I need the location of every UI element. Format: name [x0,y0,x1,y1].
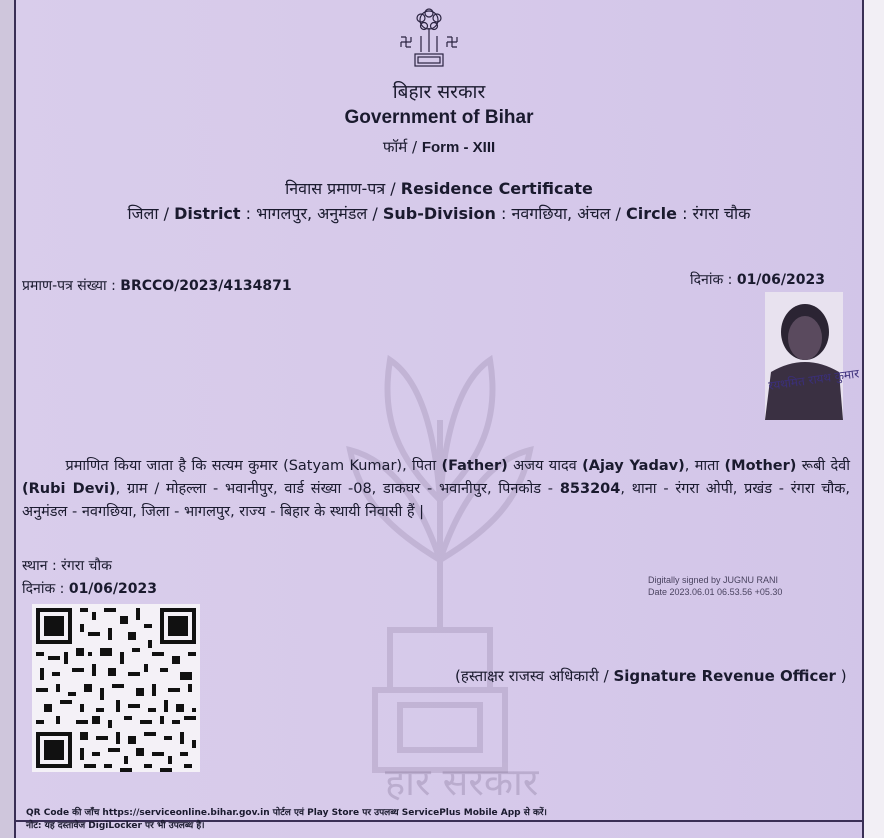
signature-close-paren: ) [840,667,847,685]
father-name-hindi: अजय यादव [513,458,577,474]
form-number [16,137,862,157]
officer-signature-line [455,666,847,686]
father-name-english: (Ajay Yadav) [582,458,685,474]
father-label: (Father) [441,458,508,474]
digital-signature-signer: Digitally signed by JUGNU RANI [648,575,779,585]
state-name-english: Government of Bihar [344,107,534,128]
mother-name-hindi: रूबी देवी [801,458,850,474]
place-date-label: दिनांक : [22,581,65,597]
address-text: , ग्राम / मोहल्ला - भवानीपुर, वार्ड संख्या -08, डाकघर - भवानीपुर, पिनकोड - [115,481,554,497]
bihar-emblem-icon [391,6,467,78]
body-text-4: , माता [684,458,720,474]
signature-label-hindi: (हस्ताक्षर राजस्व अधिकारी / [455,667,609,685]
mother-label: (Mother) [724,458,797,474]
qr-code-icon[interactable] [32,604,200,772]
place-label: स्थान : [22,558,57,574]
applicant-photo [765,292,860,420]
circle-value: : रंगरा चौक [682,204,751,223]
district-label-english: District [174,204,241,223]
bodhi-tree-watermark-icon [320,300,560,820]
applicant-name-english: (Satyam Kumar) [283,458,403,474]
form-label-hindi: फॉर्म / [382,138,418,156]
photo-signature-text: रयथमित रायथ कुमार [767,366,860,393]
mother-name-english: (Rubi Devi) [22,481,116,497]
issue-date-label: दिनांक : [690,272,733,288]
body-text-1: प्रमाणित किया जाता है कि सत्यम कुमार [65,458,278,474]
issue-date-value: 01/06/2023 [736,272,825,288]
certificate-title-english: Residence Certificate [400,179,593,198]
certificate-body [22,455,850,524]
digital-signature-date: Date 2023.06.01 06.53.56 +05.30 [648,587,783,597]
circle-label: Circle [626,204,677,223]
place-date-value: 01/06/2023 [68,581,157,597]
form-label-english: Form - XIII [421,139,496,156]
issue-date [690,270,825,289]
signature-label-english: Signature Revenue Officer [613,667,836,685]
place [22,556,112,575]
jurisdiction-line [16,202,862,224]
certificate-title-hindi: निवास प्रमाण-पत्र / [285,179,396,198]
address-text-2: , थाना - रंगरा ओपी, प्रखंड - रंगरा चौक, अनुमंडल - नवगछिया, जिला - भागलपुर, राज्य - बिहार के स्थायी निवासी हैं | [22,481,851,520]
district-label-hindi: जिला / [127,204,170,223]
footer-digilocker-note: नोट: यह दस्तावेज DigiLocker पर भी उपलब्ध है। [26,821,205,831]
pincode: 853204 [559,481,621,497]
frame-right-border [862,0,864,838]
place-date [22,579,157,598]
district-value: : भागलपुर, अनुमंडल / [245,204,378,223]
left-margin [0,0,14,838]
watermark-text: हार सरकार [385,760,539,804]
footer-qr-note: QR Code की जाँच https://serviceonline.bihar.gov.in पोर्टल एवं Play Store पर उपलब्ध ServicePlus Mobile App से करें। [26,808,547,818]
subdivision-label: Sub-Division [382,204,496,223]
body-text-2: , पिता [402,458,437,474]
right-margin [864,0,884,838]
digital-signature [648,574,782,598]
certificate-title [16,177,862,199]
certificate-number-value: BRCCO/2023/4134871 [120,278,292,294]
subdivision-value: : नवगछिया, अंचल / [501,204,621,223]
place-value: रंगरा चौक [61,558,112,574]
certificate-number [22,276,292,295]
certificate-number-label: प्रमाण-पत्र संख्या : [22,278,116,294]
state-name-hindi: बिहार सरकार [392,81,486,103]
